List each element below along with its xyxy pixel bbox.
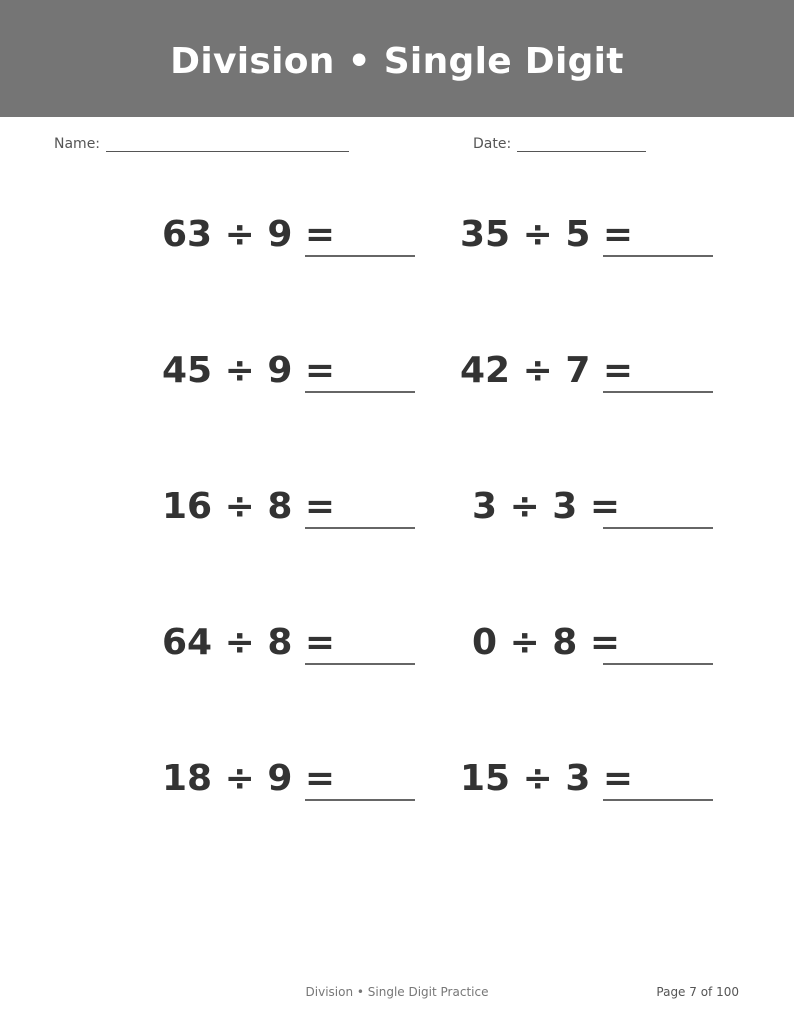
page-title: Division • Single Digit bbox=[170, 41, 624, 82]
answer-blank[interactable] bbox=[305, 663, 415, 665]
problem-item bbox=[453, 210, 713, 270]
problem-item bbox=[453, 346, 713, 406]
problem-item bbox=[453, 618, 713, 678]
problem-text: 63 ÷ 9 = bbox=[162, 214, 336, 255]
problem-text: 45 ÷ 9 = bbox=[162, 350, 336, 391]
answer-blank[interactable] bbox=[305, 391, 415, 393]
problem-item bbox=[155, 210, 415, 270]
problem-item bbox=[155, 754, 415, 814]
problem-item bbox=[453, 754, 713, 814]
footer-title: Division • Single Digit Practice bbox=[305, 985, 489, 999]
date-label: Date: bbox=[473, 136, 512, 152]
problem-text: 3 ÷ 3 = bbox=[472, 486, 621, 527]
problem-item bbox=[155, 482, 415, 542]
date-field[interactable] bbox=[517, 151, 646, 152]
answer-blank[interactable] bbox=[603, 799, 713, 801]
name-label: Name: bbox=[54, 136, 101, 152]
problem-text: 15 ÷ 3 = bbox=[460, 758, 634, 799]
answer-blank[interactable] bbox=[305, 255, 415, 257]
problem-item bbox=[453, 482, 713, 542]
answer-blank[interactable] bbox=[603, 391, 713, 393]
problem-item bbox=[155, 618, 415, 678]
problem-text: 16 ÷ 8 = bbox=[162, 486, 336, 527]
problem-item bbox=[155, 346, 415, 406]
answer-blank[interactable] bbox=[305, 527, 415, 529]
answer-blank[interactable] bbox=[603, 255, 713, 257]
name-field[interactable] bbox=[106, 151, 349, 152]
problem-text: 0 ÷ 8 = bbox=[472, 622, 621, 663]
answer-blank[interactable] bbox=[603, 527, 713, 529]
answer-blank[interactable] bbox=[603, 663, 713, 665]
problem-text: 18 ÷ 9 = bbox=[162, 758, 336, 799]
problem-text: 42 ÷ 7 = bbox=[460, 350, 634, 391]
problem-text: 64 ÷ 8 = bbox=[162, 622, 336, 663]
page-number: Page 7 of 100 bbox=[656, 985, 739, 999]
problem-text: 35 ÷ 5 = bbox=[460, 214, 634, 255]
answer-blank[interactable] bbox=[305, 799, 415, 801]
